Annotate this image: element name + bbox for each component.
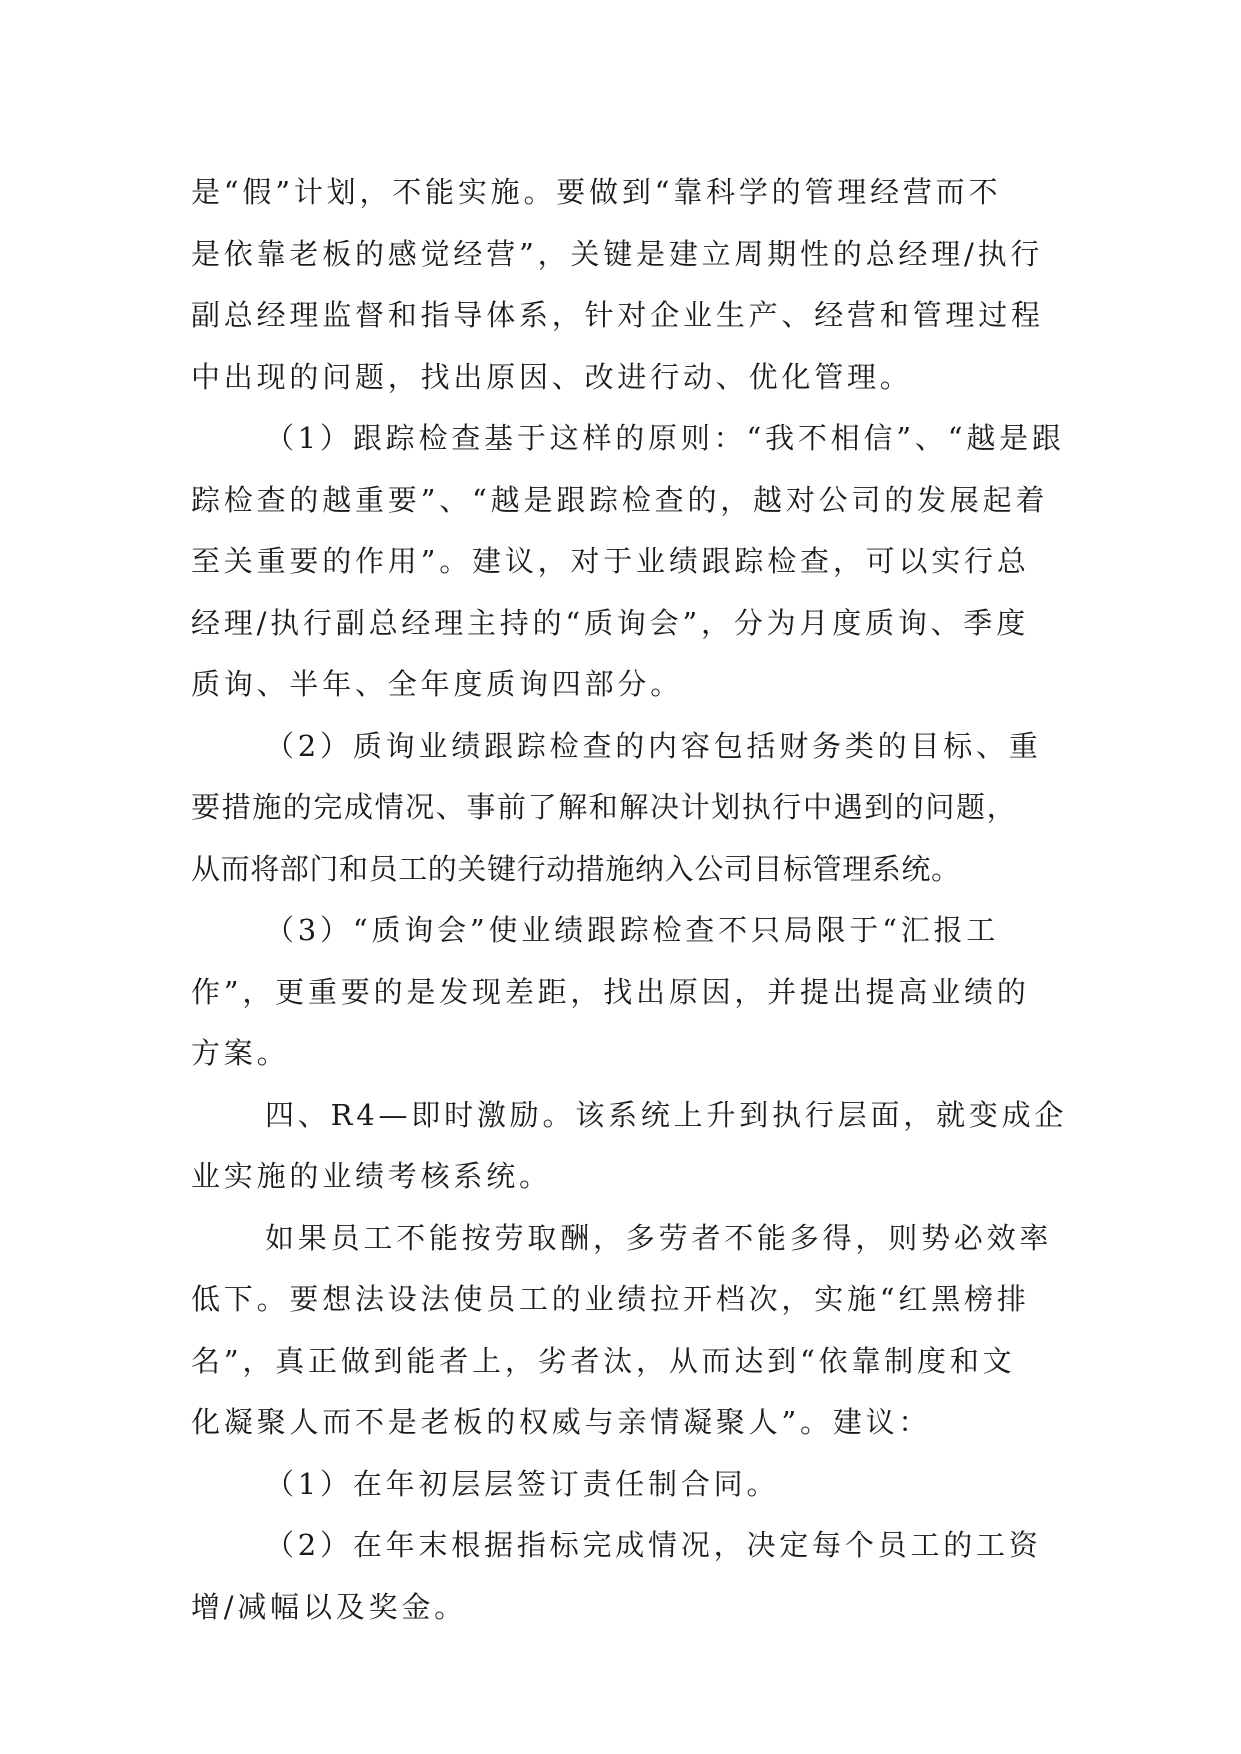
paragraph-start-line: 如果员工不能按劳取酬，多劳者不能多得，则势必效率: [265, 1220, 1053, 1255]
paragraph-start-line: （3）“质询会”使业绩跟踪检查不只局限于“汇报工: [265, 913, 1000, 947]
text-line: 要措施的完成情况、事前了解和解决计划执行中遇到的问题，: [191, 790, 1018, 824]
text-line: 名”，真正做到能者上，劣者汰，从而达到“依靠制度和文: [191, 1343, 1016, 1378]
paragraph-start-line: （1）跟踪检查基于这样的原则：“我不相信”、“越是跟: [265, 421, 1065, 455]
text-line: 业实施的业绩考核系统。: [191, 1159, 552, 1193]
text-line: 质询、半年、全年度质询四部分。: [191, 667, 684, 701]
text-line: 作”，更重要的是发现差距，找出原因，并提出提高业绩的: [191, 974, 1030, 1009]
paragraph-start-line: （1）在年初层层签订责任制合同。: [265, 1466, 780, 1501]
text-line: 低下。要想法设法使员工的业绩拉开档次，实施“红黑榜排: [191, 1282, 1030, 1316]
text-line: 中出现的问题，找出原因、改进行动、优化管理。: [191, 359, 913, 394]
text-line: 化凝聚人而不是老板的权威与亲情凝聚人”。建议：: [191, 1405, 932, 1439]
body-text: [191, 162, 1068, 1638]
text-line: 从而将部门和员工的关键行动措施纳入公司目标管理系统。: [191, 851, 961, 886]
paragraph-start-line: （2）在年末根据指标完成情况，决定每个员工的工资: [265, 1528, 1042, 1562]
text-line: 踪检查的越重要”、“越是跟踪检查的，越对公司的发展起着: [191, 482, 1049, 517]
paragraph-start-line: （2）质询业绩跟踪检查的内容包括财务类的目标、重: [265, 728, 1042, 763]
text-line: 副总经理监督和指导体系，针对企业生产、经营和管理过程: [191, 298, 1044, 332]
paragraph-start-line: 四、R4—即时激励。该系统上升到执行层面，就变成企: [265, 1097, 1068, 1132]
text-line: 至关重要的作用”。建议，对于业绩跟踪检查，可以实行总: [191, 544, 1030, 578]
text-line: 是“假”计划，不能实施。要做到“靠科学的管理经营而不: [191, 175, 1002, 209]
text-line: 是依靠老板的感觉经营”，关键是建立周期性的总经理/执行: [191, 236, 1044, 271]
text-line: 方案。: [191, 1036, 290, 1070]
text-line: 增/减幅以及奖金。: [191, 1589, 467, 1624]
text-line: 经理/执行副总经理主持的“质询会”，分为月度质询、季度: [191, 605, 1030, 640]
